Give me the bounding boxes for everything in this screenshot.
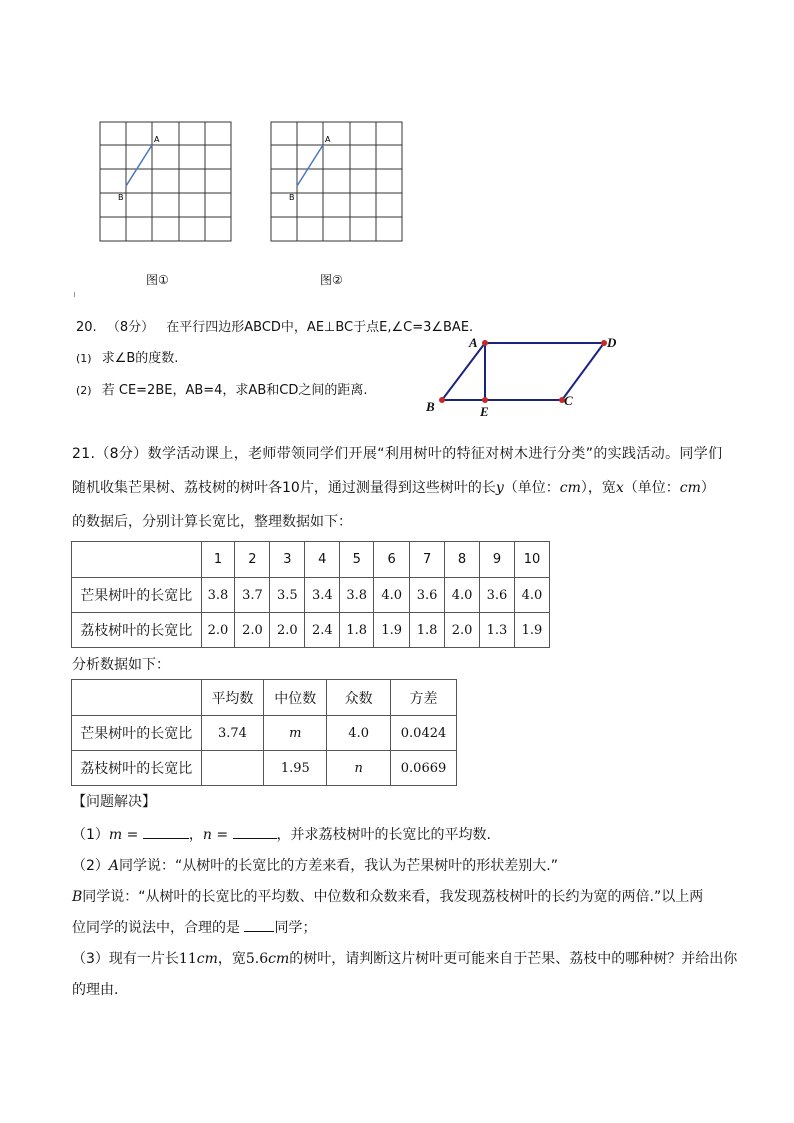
analysis-table <box>71 679 457 786</box>
q20-part2-number: (2) <box>76 384 92 397</box>
table-cell: 3.4 <box>305 578 340 613</box>
answer-blank-n[interactable] <box>233 824 277 839</box>
table-cell: 4.0 <box>445 578 480 613</box>
table-header-row <box>72 542 550 578</box>
vertex-e-label: E <box>480 404 489 419</box>
vertex-c-label: C <box>564 393 573 408</box>
table-cell: 4.0 <box>514 578 549 613</box>
q21-part2-b <box>72 886 703 908</box>
q20-stem <box>76 318 473 338</box>
unit-cm: cm <box>196 951 218 967</box>
table-cell: 3.74 <box>201 716 264 751</box>
table-cell: 0.0669 <box>391 751 457 786</box>
q21-line2-text-e: ） <box>700 480 715 496</box>
table-row <box>72 716 457 751</box>
equals-sign: = <box>122 827 143 843</box>
segment-ab <box>126 145 152 186</box>
table-header-cell: 9 <box>480 542 515 578</box>
q20-text: 在平行四边形ABCD中，AE⊥BC于点E,∠C=3∠BAE. <box>166 320 474 335</box>
table-cell: 1.8 <box>410 613 445 648</box>
q21-part3-text-c: 的树叶，请判断这片树叶更可能来自于芒果、荔枝中的哪种树？并给出你 <box>289 951 738 967</box>
table-cell: 1.3 <box>480 613 515 648</box>
q21-part2-c-text-a: 位同学的说法中，合理的是 <box>72 920 245 936</box>
q21-line2-text-a: 随机收集芒果树、荔枝树的树叶各10片，通过测量得到这些树叶的长 <box>72 480 496 496</box>
q21-line3: 的数据后，分别计算长宽比，整理数据如下： <box>72 514 352 530</box>
separator: ， <box>188 827 203 843</box>
equals-sign: = <box>211 827 233 843</box>
q21-part2-a-text: 同学说：“从树叶的长宽比的方差来看，我认为芒果树叶的形状差别大.” <box>119 858 559 874</box>
table-row <box>72 578 550 613</box>
table-header-cell: 8 <box>445 542 480 578</box>
table-row <box>72 751 457 786</box>
table-cell: 4.0 <box>327 716 391 751</box>
table-cell: 2.0 <box>445 613 480 648</box>
q21-part1-tail: ，并求荔枝树叶的长宽比的平均数. <box>276 827 491 843</box>
table-cell <box>201 751 264 786</box>
table-header-cell: 1 <box>201 542 235 578</box>
vertex-d-label: D <box>607 335 617 350</box>
table-header-cell: 众数 <box>327 680 391 716</box>
table-header-cell: 方差 <box>391 680 457 716</box>
table-cell: 2.4 <box>305 613 340 648</box>
table-cell: 1.8 <box>340 613 374 648</box>
unit-cm: cm <box>268 951 290 967</box>
q20-score: （8分） <box>106 320 155 335</box>
q21-part2-c-text-b: 同学； <box>274 920 317 936</box>
q20-part2 <box>76 381 367 401</box>
var-n: n <box>202 827 212 843</box>
table-header-cell: 10 <box>514 542 549 578</box>
var-x: x <box>615 480 624 496</box>
table-cell: 1.95 <box>264 751 327 786</box>
q21-line2-text-d: （单位： <box>623 480 680 496</box>
table-cell: 3.6 <box>410 578 445 613</box>
q21-part2-number: （2） <box>72 858 109 874</box>
q21-part3-number: （3） <box>72 951 109 967</box>
table-cell: 3.5 <box>270 578 305 613</box>
grid-figure-1 <box>99 121 233 243</box>
table-cell: 2.0 <box>201 613 235 648</box>
table-cell: 2.0 <box>235 613 270 648</box>
table-header-cell: 2 <box>235 542 270 578</box>
table-header-cell: 6 <box>374 542 410 578</box>
vertex-a-label: A <box>469 335 478 350</box>
q21-part2 <box>72 855 558 877</box>
q21-part2-c <box>72 917 316 939</box>
table-cell: 荔枝树叶的长宽比 <box>72 613 202 648</box>
table-header-cell: 7 <box>410 542 445 578</box>
q21-part3-text-b: ，宽 <box>217 951 246 967</box>
table-cell: 1.9 <box>374 613 410 648</box>
answer-blank-student[interactable] <box>244 917 274 932</box>
point-a-label: A <box>154 135 160 144</box>
table-cell: n <box>327 751 391 786</box>
leaf-length: 11 <box>178 951 197 967</box>
table-cell: 0.0424 <box>391 716 457 751</box>
figure-1-caption: 图① <box>146 273 169 287</box>
point-a-label: A <box>325 135 331 144</box>
parallelogram-diagram <box>420 330 630 422</box>
point-b-label: B <box>118 193 124 202</box>
q21-line2 <box>72 477 715 499</box>
table-cell: 2.0 <box>270 613 305 648</box>
answer-blank-m[interactable] <box>143 824 189 839</box>
unit-cm: cm <box>679 480 701 496</box>
table-cell: 1.9 <box>514 613 549 648</box>
table-cell: 3.6 <box>480 578 515 613</box>
stray-mark <box>74 292 75 297</box>
q20-part1-number: (1) <box>76 352 92 365</box>
table-header-cell <box>72 542 202 578</box>
q21-part3-end: 的理由. <box>72 982 119 998</box>
var-y: y <box>495 480 504 496</box>
table-header-cell: 3 <box>270 542 305 578</box>
unit-cm: cm <box>559 480 581 496</box>
q21-part1 <box>72 824 491 846</box>
q20-part2-text: 若 CE=2BE，AB=4，求AB和CD之间的距离. <box>101 383 368 398</box>
table-header-cell: 4 <box>305 542 340 578</box>
table-cell: 荔枝树叶的长宽比 <box>72 751 202 786</box>
q21-line2-text-c: ），宽 <box>580 480 616 496</box>
data-table <box>71 541 550 648</box>
var-m: m <box>108 827 123 843</box>
table-header-cell <box>72 680 202 716</box>
q21-part3-text-a: 现有一片长 <box>108 951 179 967</box>
segment-ab <box>297 145 323 186</box>
table-cell: 芒果树叶的长宽比 <box>72 716 202 751</box>
table-cell: 3.8 <box>201 578 235 613</box>
table-cell: 4.0 <box>374 578 410 613</box>
q21-part2-b-text: 同学说：“从树叶的长宽比的平均数、中位数和众数来看，我发现荔枝树叶的长约为宽的两倍.”以上两 <box>82 889 704 905</box>
q20-number: 20. <box>76 320 97 335</box>
q21-line1: 21.（8分）数学活动课上，老师带领同学们开展“利用树叶的特征对树木进行分类”的实践活动。同学们 <box>72 446 723 462</box>
table-header-cell: 中位数 <box>264 680 327 716</box>
table-cell: 3.8 <box>340 578 374 613</box>
q21-part1-number: （1） <box>72 827 109 843</box>
problem-title: 【问题解决】 <box>72 794 156 810</box>
table-cell: m <box>264 716 327 751</box>
analysis-label: 分析数据如下： <box>72 657 170 673</box>
table-header-cell: 5 <box>340 542 374 578</box>
q20-part1-text: 求∠B的度数. <box>101 351 179 366</box>
figure-2-caption: 图② <box>320 273 343 287</box>
table-header-cell: 平均数 <box>201 680 264 716</box>
table-cell: 3.7 <box>235 578 270 613</box>
vertex-b-label: B <box>426 399 435 414</box>
q21-line2-text-b: （单位： <box>503 480 560 496</box>
table-header-row <box>72 680 457 716</box>
student-a: A <box>108 858 120 874</box>
grid-figure-2 <box>270 121 404 243</box>
point-b-label: B <box>289 193 295 202</box>
table-cell: 芒果树叶的长宽比 <box>72 578 202 613</box>
table-row <box>72 613 550 648</box>
q21-part3 <box>72 948 737 970</box>
leaf-width: 5.6 <box>245 951 269 967</box>
student-b: B <box>72 889 83 905</box>
q20-part1 <box>76 349 178 369</box>
